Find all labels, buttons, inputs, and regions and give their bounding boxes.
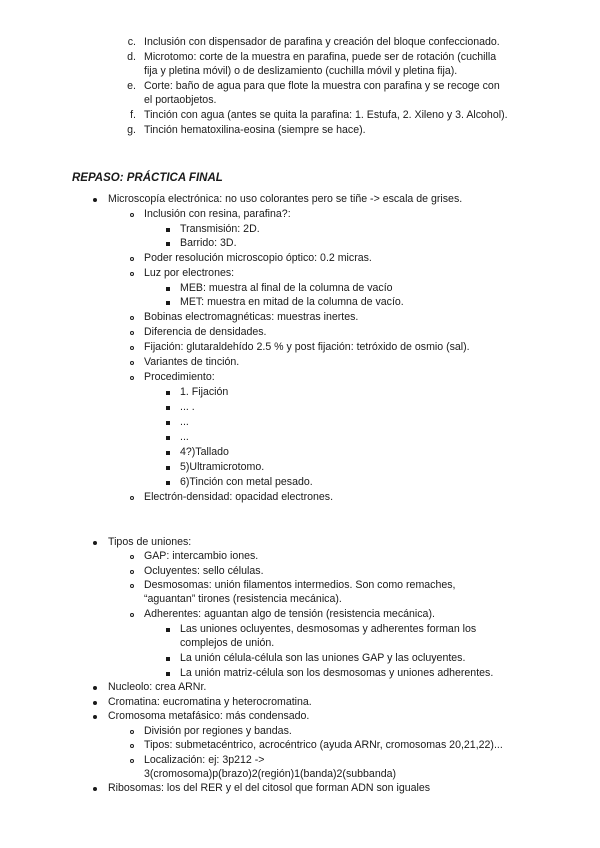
square-bullet-icon xyxy=(166,466,170,470)
list-item-text: Adherentes: aguantan algo de tensión (resistencia mecánica). xyxy=(144,608,435,620)
square-bullet-icon xyxy=(166,301,170,305)
hollow-bullet-icon xyxy=(130,496,134,500)
square-bullet-icon xyxy=(166,451,170,455)
list-item-text: Electrón-densidad: opacidad electrones. xyxy=(144,491,334,503)
list-item-text: Tinción hematoxilina-eosina (siempre se hace). xyxy=(144,124,366,136)
list-item-text: Fijación: glutaraldehído 2.5 % y post fijación: tetróxido de osmio (sal). xyxy=(144,341,470,353)
hollow-bullet-icon xyxy=(130,331,134,335)
list-item-text: “aguantan” tirones (resistencia mecánica). xyxy=(144,593,342,605)
square-bullet-icon xyxy=(166,287,170,291)
list-item-text: 3(cromosoma)p(brazo)2(región)1(banda)2(subbanda) xyxy=(144,768,397,780)
list-item-text: Cromatina: eucromatina y heterocromatina. xyxy=(108,696,312,708)
list-marker: c. xyxy=(127,36,136,48)
list-item-text: Tipos: submetacéntrico, acrocéntrico (ayuda ARNr, cromosomas 20,21,22)... xyxy=(144,739,503,751)
bullet-icon xyxy=(93,701,97,705)
list-item-text: Nucleolo: crea ARNr. xyxy=(108,681,207,693)
list-item-text: La unión matriz-célula son los desmosomas y uniones adherentes. xyxy=(180,667,494,679)
hollow-bullet-icon xyxy=(130,613,134,617)
list-item-text: Tinción con agua (antes se quita la parafina: 1. Estufa, 2. Xileno y 3. Alcohol). xyxy=(144,109,508,121)
list-item-text: Microscopía electrónica: no uso colorantes pero se tiñe -> escala de grises. xyxy=(108,193,463,205)
list-marker: e. xyxy=(127,80,136,92)
list-item-text: Localización: ej: 3p212 -> xyxy=(144,754,265,766)
list-item-text: Barrido: 3D. xyxy=(180,237,237,249)
list-item-text: Diferencia de densidades. xyxy=(144,326,267,338)
square-bullet-icon xyxy=(166,228,170,232)
square-bullet-icon xyxy=(166,672,170,676)
list-item-text: Ribosomas: los del RER y el del citosol que forman ADN son iguales xyxy=(108,782,431,794)
list-item-text: Microtomo: corte de la muestra en parafina, puede ser de rotación (cuchilla xyxy=(144,51,497,63)
hollow-bullet-icon xyxy=(130,316,134,320)
list-item-text: Bobinas electromagnéticas: muestras inertes. xyxy=(144,311,359,323)
square-bullet-icon xyxy=(166,436,170,440)
list-item-text: MET: muestra en mitad de la columna de vacío. xyxy=(180,296,404,308)
hollow-bullet-icon xyxy=(130,213,134,217)
list-item-text: Luz por electrones: xyxy=(144,267,235,279)
square-bullet-icon xyxy=(166,406,170,410)
list-item-text: 1. Fijación xyxy=(180,386,229,398)
hollow-bullet-icon xyxy=(130,361,134,365)
list-item-text: Transmisión: 2D. xyxy=(180,223,260,235)
list-item-text: Desmosomas: unión filamentos intermedios. Son como remaches, xyxy=(144,579,456,591)
list-item-text: ... xyxy=(180,416,189,428)
hollow-bullet-icon xyxy=(130,257,134,261)
bullet-icon xyxy=(93,715,97,719)
list-item-text: Variantes de tinción. xyxy=(144,356,240,368)
list-marker: f. xyxy=(130,109,136,121)
list-item-text: 5)Ultramicrotomo. xyxy=(180,461,265,473)
list-item-text: GAP: intercambio iones. xyxy=(144,550,259,562)
list-item-text: complejos de unión. xyxy=(180,637,275,649)
list-item-text: Tipos de uniones: xyxy=(108,536,192,548)
list-marker: d. xyxy=(127,51,136,63)
list-item-text: 4?)Tallado xyxy=(180,446,229,458)
list-item-text: el portaobjetos. xyxy=(144,94,217,106)
bullet-icon xyxy=(93,198,97,202)
list-item-text: ... . xyxy=(180,401,195,413)
square-bullet-icon xyxy=(166,421,170,425)
hollow-bullet-icon xyxy=(130,584,134,588)
square-bullet-icon xyxy=(166,481,170,485)
hollow-bullet-icon xyxy=(130,759,134,763)
square-bullet-icon xyxy=(166,657,170,661)
list-item-text: 6)Tinción con metal pesado. xyxy=(180,476,313,488)
list-item-text: Inclusión con dispensador de parafina y creación del bloque confeccionado. xyxy=(144,36,500,48)
list-item-text: Procedimiento: xyxy=(144,371,215,383)
list-item-text: Poder resolución microscopio óptico: 0.2 micras. xyxy=(144,252,372,264)
hollow-bullet-icon xyxy=(130,376,134,380)
square-bullet-icon xyxy=(166,628,170,632)
list-item-text: Inclusión con resina, parafina?: xyxy=(144,208,291,220)
bullet-icon xyxy=(93,541,97,545)
hollow-bullet-icon xyxy=(130,730,134,734)
list-marker: g. xyxy=(127,124,136,136)
square-bullet-icon xyxy=(166,242,170,246)
square-bullet-icon xyxy=(166,391,170,395)
list-item-text: MEB: muestra al final de la columna de vacío xyxy=(180,282,393,294)
section-heading: REPASO: PRÁCTICA FINAL xyxy=(72,172,223,184)
list-item-text: ... xyxy=(180,431,189,443)
bullet-icon xyxy=(93,787,97,791)
list-item-text: fija y pletina móvil) o de deslizamiento (cuchilla móvil y pletina fija). xyxy=(144,65,458,77)
hollow-bullet-icon xyxy=(130,744,134,748)
hollow-bullet-icon xyxy=(130,272,134,276)
list-item-text: División por regiones y bandas. xyxy=(144,725,292,737)
list-item-text: Cromosoma metafásico: más condensado. xyxy=(108,710,310,722)
bullet-icon xyxy=(93,686,97,690)
list-item-text: Ocluyentes: sello células. xyxy=(144,565,264,577)
list-item-text: La unión célula-célula son las uniones GAP y las ocluyentes. xyxy=(180,652,466,664)
hollow-bullet-icon xyxy=(130,570,134,574)
list-item-text: Las uniones ocluyentes, desmosomas y adherentes forman los xyxy=(180,623,477,635)
hollow-bullet-icon xyxy=(130,555,134,559)
list-item-text: Corte: baño de agua para que flote la muestra con parafina y se recoge con xyxy=(144,80,500,92)
hollow-bullet-icon xyxy=(130,346,134,350)
